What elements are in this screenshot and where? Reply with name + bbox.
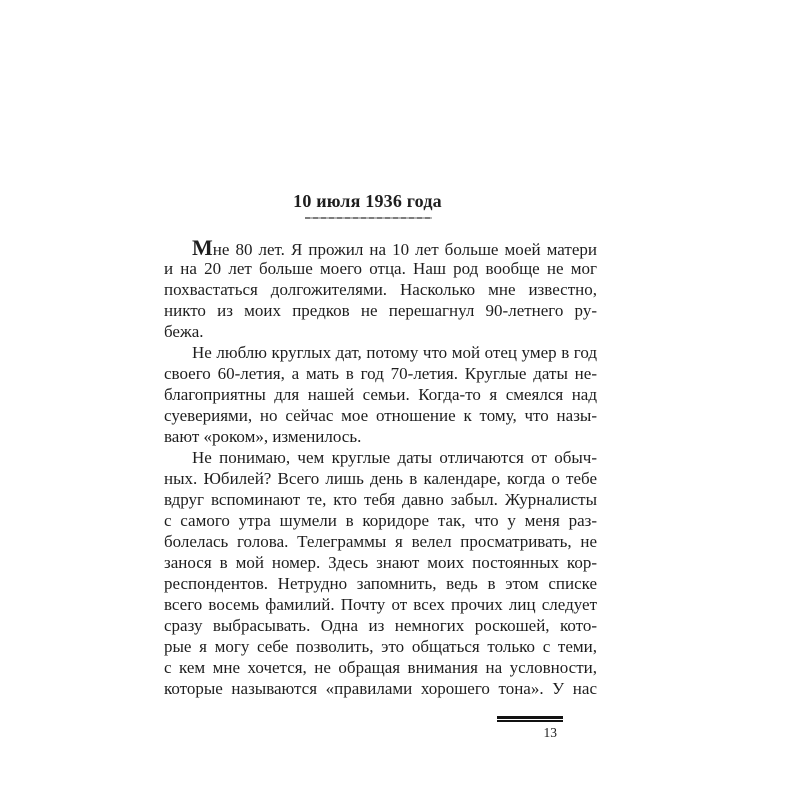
text-line-p3-l6: занося в мой номер. Здесь знают моих постоянных кор- [164, 553, 597, 572]
text-line-p3-l11: с кем мне хочется, не обращая внимания на условности, [164, 658, 597, 677]
text-line-p1-l2: и на 20 лет больше моего отца. Наш род вообще не мог [164, 259, 597, 278]
footer-double-rule [497, 716, 563, 722]
page-number: 13 [543, 725, 557, 740]
text-line-p3-l12: которые называются «правилами хорошего тона». У нас [164, 679, 597, 698]
text-line-p1-l4: никто из моих предков не перешагнул 90-летнего ру- [164, 301, 597, 320]
text-line-p3-l8: всего восемь фамилий. Почту от всех прочих лиц следует [164, 595, 597, 614]
text-line-p1-l3: похвастаться долгожителями. Насколько мне известно, [164, 280, 597, 299]
text-line-p2-l2: своего 60-летия, а мать в год 70-летия. Круглые даты не- [164, 364, 597, 383]
text-line-p3-l5: болелась голова. Телеграммы я велел просматривать, не [164, 532, 597, 551]
footer-rule-bottom-line [497, 720, 563, 722]
text-line-p2-l4: суевериями, но сейчас мое отношение к тому, что назы- [164, 406, 597, 425]
text-line-p3-l3: вдруг вспоминают те, кто тебя давно забыл. Журналисты [164, 490, 597, 509]
body-text [164, 237, 597, 699]
drop-initial-letter: М [192, 235, 213, 260]
text-line-p1-l1: Мне 80 лет. Я прожил на 10 лет больше моей матери [192, 235, 597, 260]
heading-underline-rule [305, 217, 432, 219]
text-line-p3-l2: ных. Юбилей? Всего лишь день в календаре, когда о тебе [164, 469, 597, 488]
text-line-p3-l1: Не понимаю, чем круглые даты отличаются от обыч- [192, 448, 597, 467]
text-line-p3-l9: сразу выбрасывать. Одна из немногих роскошей, кото- [164, 616, 597, 635]
text-line-p2-l1: Не люблю круглых дат, потому что мой отец умер в год [192, 343, 597, 362]
date-heading: 10 июля 1936 года [293, 191, 442, 211]
text-line-p3-l10: рые я могу себе позволить, это общаться только с теми, [164, 637, 597, 656]
text-line-p2-l3: благоприятны для нашей семьи. Когда-то я смеялся над [164, 385, 597, 404]
text-line-p1-l5: бежа. [164, 322, 204, 341]
text-line-p2-l5: вают «роком», изменилось. [164, 427, 362, 446]
text-line-p3-l7: респондентов. Нетрудно запомнить, ведь в этом списке [164, 574, 597, 593]
text-line-p3-l4: с самого утра шумели в коридоре так, что у меня раз- [164, 511, 597, 530]
